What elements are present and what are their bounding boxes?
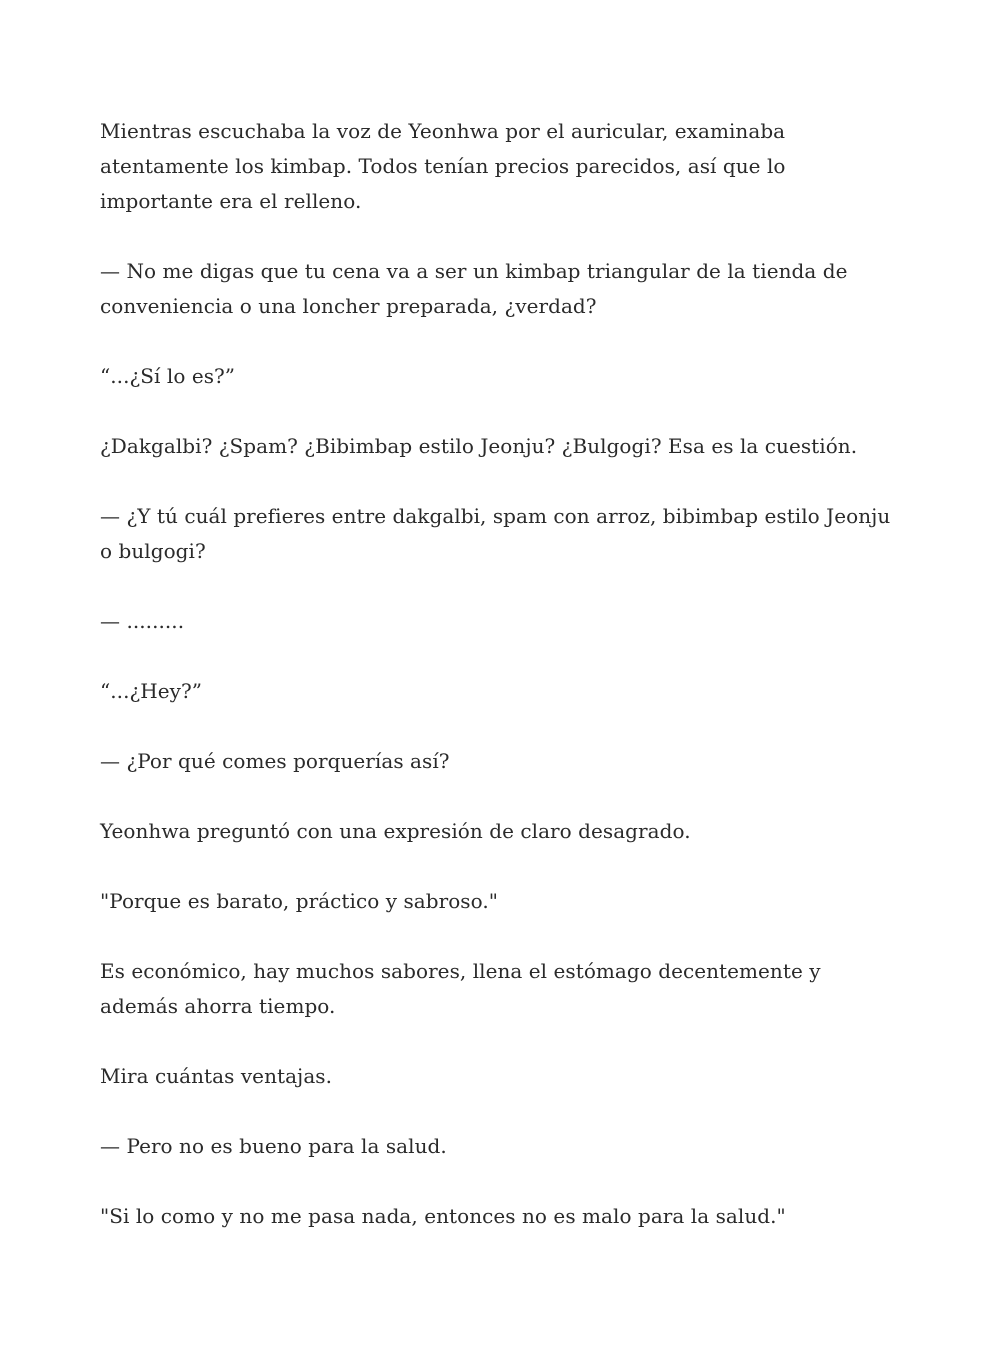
paragraph-3: “...¿Sí lo es?” xyxy=(100,364,236,388)
paragraph-9: Yeonhwa preguntó con una expresión de claro desagrado. xyxy=(100,819,691,843)
paragraph-6: — ......... xyxy=(100,609,185,633)
paragraph-14: "Si lo como y no me pasa nada, entonces no es malo para la salud." xyxy=(100,1204,786,1228)
paragraph-13: — Pero no es bueno para la salud. xyxy=(100,1134,447,1158)
paragraph-7: “...¿Hey?” xyxy=(100,679,203,703)
document-body xyxy=(100,114,900,1269)
paragraph-1: Mientras escuchaba la voz de Yeonhwa por el auricular, examinaba atentamente los kimbap. Todos tenían precios parecidos, así que lo importante era el relleno. xyxy=(100,119,792,213)
paragraph-2: — No me digas que tu cena va a ser un kimbap triangular de la tienda de conveniencia o una loncher preparada, ¿verdad? xyxy=(100,259,854,318)
paragraph-12: Mira cuántas ventajas. xyxy=(100,1064,333,1088)
paragraph-8: — ¿Por qué comes porquerías así? xyxy=(100,749,450,773)
paragraph-10: "Porque es barato, práctico y sabroso." xyxy=(100,889,499,913)
paragraph-4: ¿Dakgalbi? ¿Spam? ¿Bibimbap estilo Jeonju? ¿Bulgogi? Esa es la cuestión. xyxy=(100,434,858,458)
paragraph-5: — ¿Y tú cuál prefieres entre dakgalbi, spam con arroz, bibimbap estilo Jeonju o bulgogi? xyxy=(100,504,897,563)
paragraph-11: Es económico, hay muchos sabores, llena el estómago decentemente y además ahorra tiempo. xyxy=(100,959,828,1018)
